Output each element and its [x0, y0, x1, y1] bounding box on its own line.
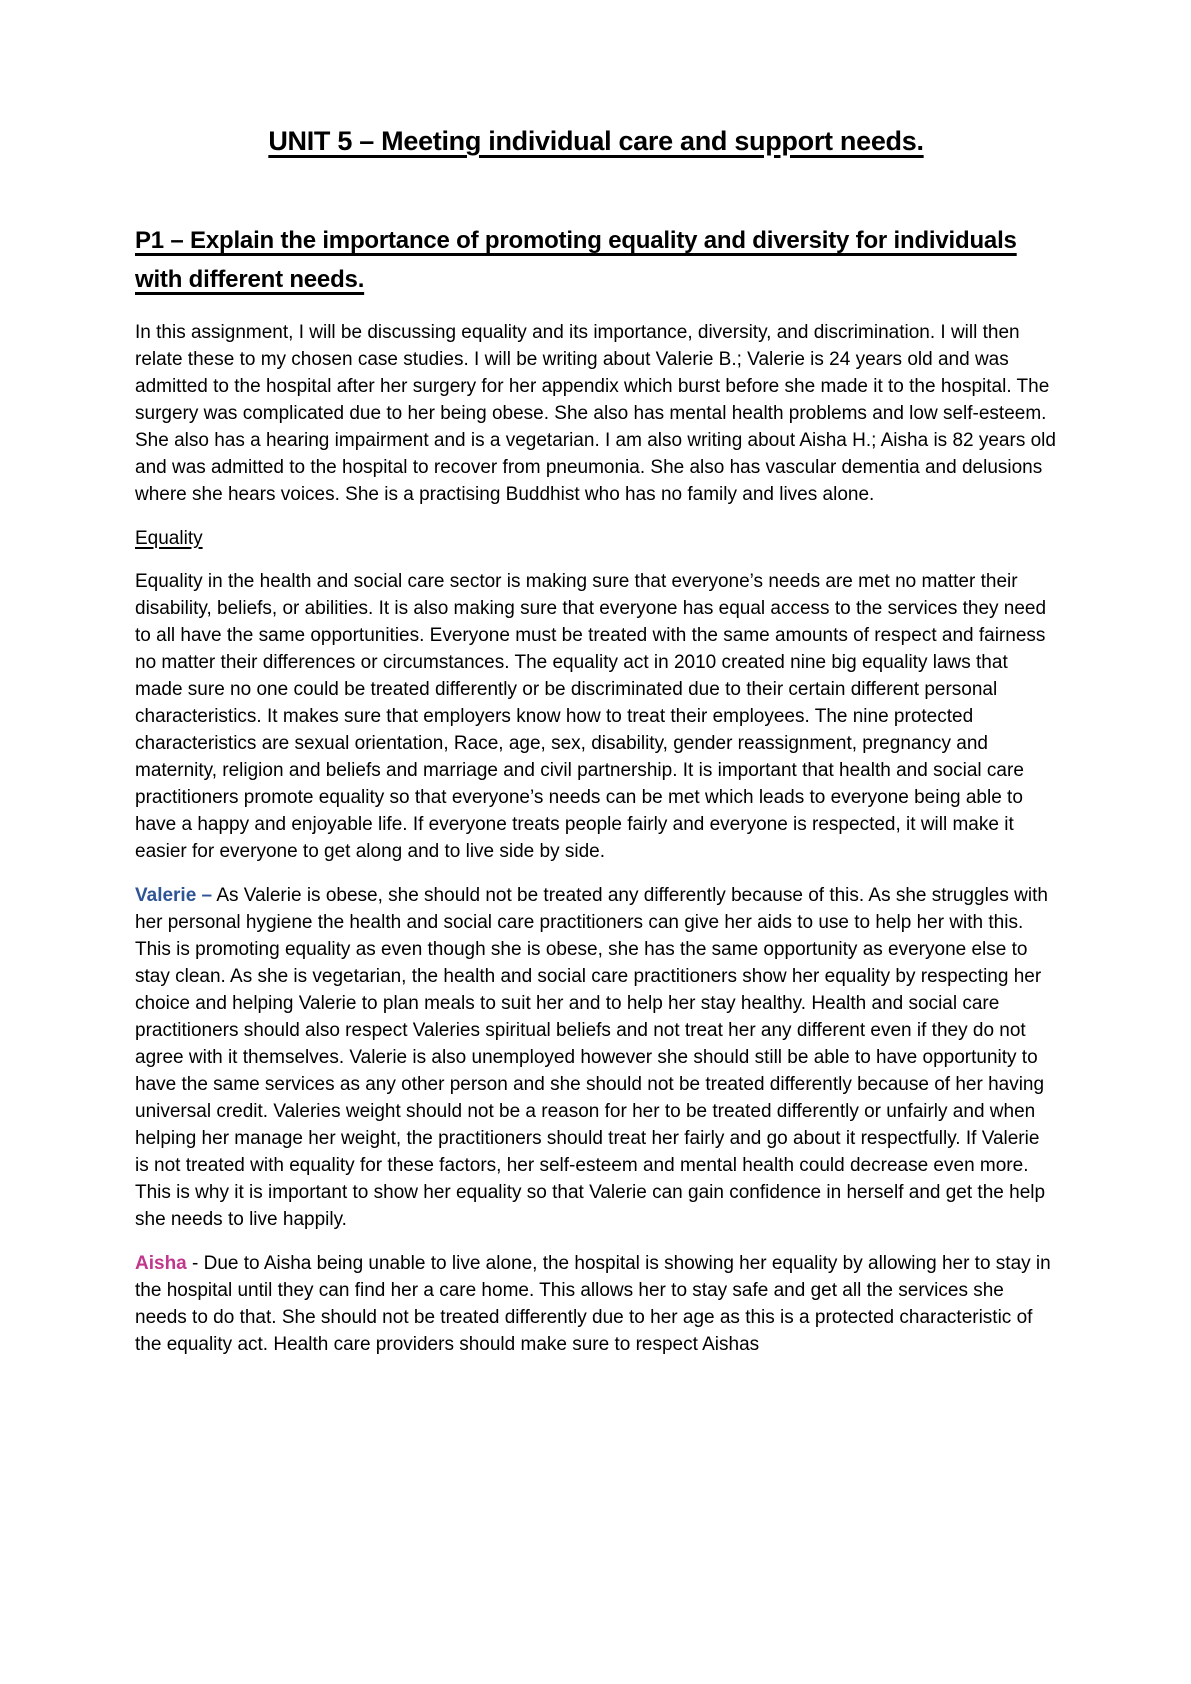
valerie-case-text: As Valerie is obese, she should not be treated any differently because of this. As she struggles with her personal hygiene the health and social care practitioners can give her aids to use to help her with this. This is promoting equality as even though she is obese, she has the same opportunity as everyone else to stay clean. As she is vegetarian, the health and social care practitioners show her equality by respecting her choice and helping Valerie to plan meals to suit her and to help her stay healthy. Health and social care practitioners should also respect Valeries spiritual beliefs and not treat her any different even if they do not agree with it themselves. Valerie is also unemployed however she should still be able to have opportunity to have the same services as any other person and she should not be treated differently because of her having universal credit. Valeries weight should not be a reason for her to be treated differently or unfairly and when helping her manage her weight, the practitioners should treat her fairly and go about it respectfully. If Valerie is not treated with equality for these factors, her self-esteem and mental health could decrease even more. This is why it is important to show her equality so that Valerie can gain confidence in herself and get the help she needs to live happily. [135, 885, 1048, 1230]
document-title: UNIT 5 – Meeting individual care and support needs. [268, 126, 924, 156]
valerie-paragraph [135, 882, 1057, 1233]
section-heading-p1: P1 – Explain the importance of promoting equality and diversity for individuals with different needs. [135, 227, 1017, 293]
valerie-case-label: Valerie – [135, 885, 213, 906]
equality-paragraph: Equality in the health and social care sector is making sure that everyone’s needs are met no matter their disability, beliefs, or abilities. It is also making sure that everyone has equal access to the services they need to all have the same opportunities. Everyone must be treated with the same amounts of respect and fairness no matter their differences or circumstances. The equality act in 2010 created nine big equality laws that made sure no one could be treated differently or be discriminated due to their certain different personal characteristics. It makes sure that employers know how to treat their employees. The nine protected characteristics are sexual orientation, Race, age, sex, disability, gender reassignment, pregnancy and maternity, religion and beliefs and marriage and civil partnership. It is important that health and social care practitioners promote equality so that everyone’s needs can be met which leads to everyone being able to have a happy and enjoyable life. If everyone treats people fairly and everyone is respected, it will make it easier for everyone to get along and to live side by side. [135, 571, 1047, 862]
intro-paragraph: In this assignment, I will be discussing equality and its importance, diversity, and discrimination. I will then relate these to my chosen case studies. I will be writing about Valerie B.; Valerie is 24 years old and was admitted to the hospital after her surgery for her appendix which burst before she made it to the hospital. The surgery was complicated due to her being obese. She also has mental health problems and low self-esteem. She also has a hearing impairment and is a vegetarian. I am also writing about Aisha H.; Aisha is 82 years old and was admitted to the hospital to recover from pneumonia. She also has vascular dementia and delusions where she hears voices. She is a practising Buddhist who has no family and lives alone. [135, 322, 1056, 505]
subheading-equality: Equality [135, 528, 203, 549]
aisha-case-text: - Due to Aisha being unable to live alone, the hospital is showing her equality by allowing her to stay in the hospital until they can find her a care home. This allows her to stay safe and get all the services she needs to do that. She should not be treated differently due to her age as this is a protected characteristic of the equality act. Health care providers should make sure to respect Aishas [135, 1253, 1051, 1355]
aisha-paragraph [135, 1250, 1057, 1358]
aisha-case-label: Aisha [135, 1253, 187, 1274]
